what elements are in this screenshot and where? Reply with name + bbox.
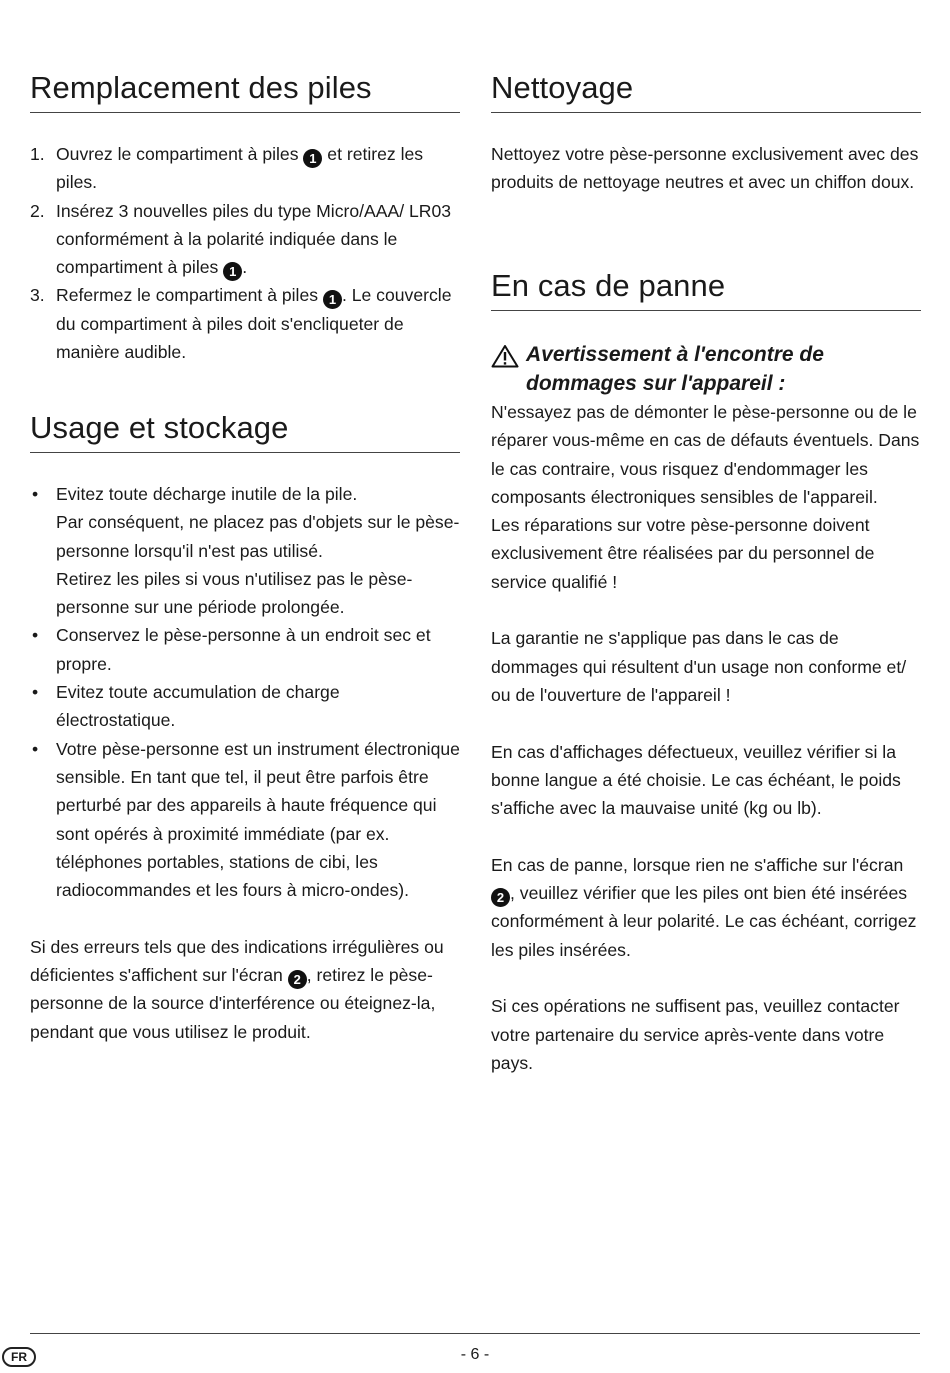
footer-divider (30, 1333, 920, 1334)
failure-section (491, 266, 921, 1077)
blank-display-text: En cas de panne, lorsque rien ne s'affiche sur l'écran 2 , veuillez vérifier que les piles ont bien été insérées conformément à leur polarité. Le cas échéant, corrigez les piles insérées. (491, 854, 917, 960)
battery-steps (30, 140, 460, 366)
callout-1-icon: 1 (303, 149, 322, 168)
usage-list (30, 480, 460, 904)
battery-step-2: 2. Insérez 3 nouvelles piles du type Micro/AAA/ LR03 conformément à la polarité indiquée dans le compartiment à piles 1 . (30, 197, 460, 282)
usage-item-2: • Conservez le pèse-personne à un endroit sec et propre. (30, 621, 460, 678)
warranty-text: La garantie ne s'applique pas dans le cas de dommages qui résultent d'un usage non conforme et/ ou de l'ouverture de l'appareil ! (491, 628, 907, 705)
cleaning-text: Nettoyez votre pèse-personne exclusivement avec des produits de nettoyage neutres et avec un chiffon doux. (491, 144, 919, 193)
usage-section (30, 408, 460, 1046)
usage-item-4: • Votre pèse-personne est un instrument électronique sensible. En tant que tel, il peut être parfois être perturbé par des appareils à haute fréquence qui sont opérés à proximité immédiate (par ex. téléphones portables, stations de cibi, les radiocommandes et les fours à micro-ondes). (30, 735, 460, 905)
usage-heading: Usage et stockage (30, 408, 460, 453)
step-number: 1. (30, 144, 45, 164)
language-badge: FR (2, 1347, 36, 1367)
battery-step-1: 1. Ouvrez le compartiment à piles 1 et retirez les piles. (30, 140, 460, 197)
bullet-icon: • (32, 738, 39, 759)
bullet-icon: • (32, 625, 39, 646)
usage-item-1: • Evitez toute décharge inutile de la pile. Par conséquent, ne placez pas d'objets sur le pèse-personne lorsqu'il n'est pas utilisé. Retirez les piles si vous n'utilisez pas le pèse-personne sur une période prolongée. (30, 480, 460, 621)
contact-text: Si ces opérations ne suffisent pas, veuillez contacter votre partenaire du service après-vente dans votre pays. (491, 996, 900, 1073)
interference-note: Si des erreurs tels que des indications irrégulières ou déficientes s'affichent sur l'écran 2 , retirez le pèse-personne de la source d'interférence ou éteignez-la, pendant que vous utilisez le produit. (30, 936, 444, 1042)
display-text: En cas d'affichages défectueux, veuillez vérifier si la bonne langue a été choisie. Le cas échéant, le poids s'affiche avec la mauvaise unité (kg ou lb). (491, 741, 901, 819)
battery-step-3: 3. Refermez le compartiment à piles 1 . Le couvercle du compartiment à piles doit s'encliqueter de manière audible. (30, 281, 460, 366)
failure-heading: En cas de panne (491, 266, 921, 311)
usage-item-3: • Evitez toute accumulation de charge électrostatique. (30, 678, 460, 735)
warning-text-2: Les réparations sur votre pèse-personne doivent exclusivement être réalisées par du personnel de service qualifié ! (491, 515, 875, 592)
step-number: 3. (30, 285, 45, 306)
page-number: - 6 - (460, 1346, 490, 1363)
step-number: 2. (30, 200, 45, 221)
battery-section (30, 68, 460, 366)
warning-triangle-icon (491, 344, 519, 368)
warning-heading: Avertissement à l'encontre de dommages sur l'appareil : (491, 341, 921, 398)
bullet-icon: • (32, 484, 39, 504)
callout-2-icon: 2 (288, 970, 307, 989)
callout-2-icon: 2 (491, 888, 510, 907)
cleaning-section (491, 68, 921, 197)
callout-1-icon: 1 (323, 290, 342, 309)
callout-1-icon: 1 (223, 262, 242, 281)
warning-text-1: N'essayez pas de démonter le pèse-personne ou de le réparer vous-même en cas de défauts éventuels. Dans le cas contraire, vous risquez d'endommager les composants électroniques sensibles de l'appareil. (491, 402, 920, 507)
battery-heading: Remplacement des piles (30, 68, 460, 113)
bullet-icon: • (32, 682, 39, 703)
cleaning-heading: Nettoyage (491, 68, 921, 113)
